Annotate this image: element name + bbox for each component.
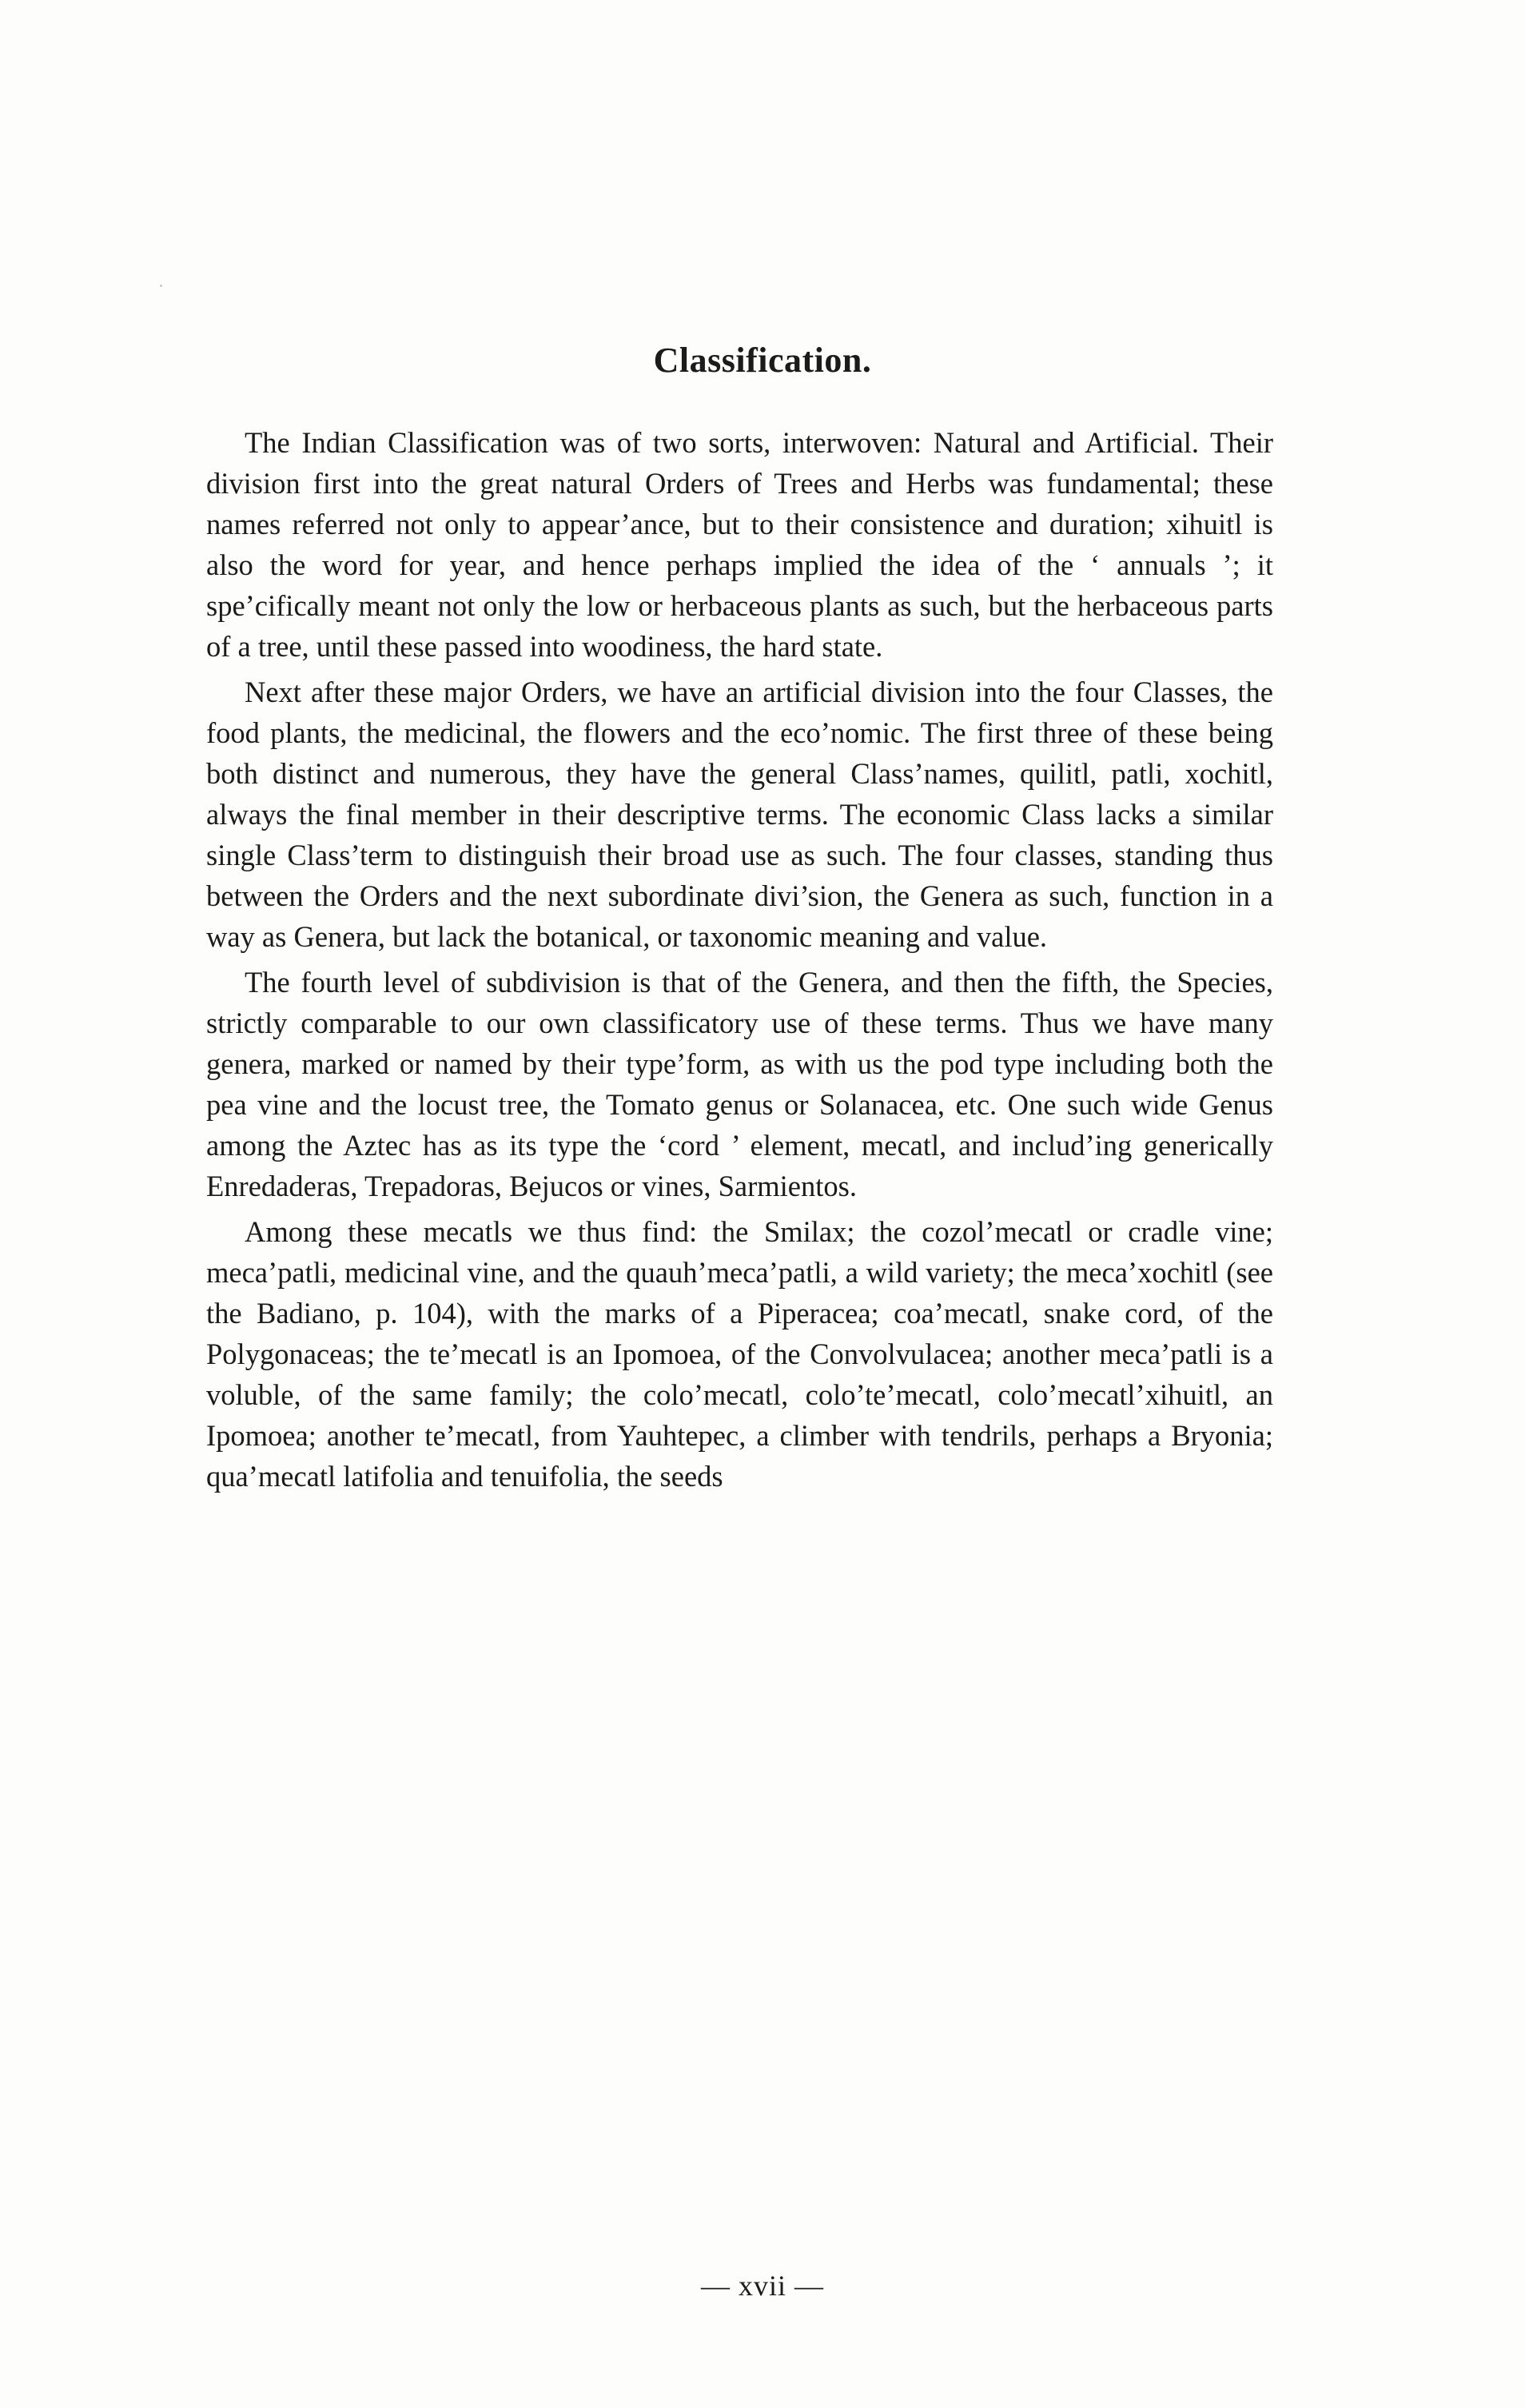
scan-speck — [160, 285, 162, 287]
page-title: Classification. — [653, 341, 872, 380]
paragraph-four-classes: Next after these major Orders, we have an artificial division into the four Classes, the food plants, the medicinal, the flowers and the eco’nomic. The first three of these being both distinct and numerous, they have the general Class’names, quilitl, patli, xochitl, always the final member in their descriptive terms. The economic Class lacks a similar single Class’term to distinguish their broad use as such. The four classes, standing thus between the Orders and the next subordinate divi’sion, the Genera as such, function in a way as Genera, but lack the botanical, or taxonomic meaning and value. — [206, 676, 1273, 953]
page-number: — xvii — — [700, 2270, 824, 2302]
paragraph-natural-artificial: The Indian Classification was of two sorts, interwoven: Natural and Artificial. Their division first into the great natural Orders of Trees and Herbs was fundamental; these names referred not only to appear’ance, but to their consistence and duration; xihuitl is also the word for year, and hence perhaps implied the idea of the ‘ annuals ’; it spe’cifically meant not only the low or herbaceous plants as such, but the herbaceous parts of a tree, until these passed into woodiness, the hard state. — [206, 426, 1273, 663]
paragraph-mecatls: Among these mecatls we thus find: the Smilax; the cozol’mecatl or cradle vine; meca’patli, medicinal vine, and the quauh’meca’patli, a wild variety; the meca’xochitl (see the Badiano, p. 104), with the marks of a Piperacea; coa’mecatl, snake cord, of the Polygonaceas; the te’mecatl is an Ipomoea, of the Convolvulacea; another meca’patli is a voluble, of the same family; the colo’mecatl, colo’te’mecatl, colo’mecatl’xihuitl, an Ipomoea; another te’mecatl, from Yauhtepec, a climber with tendrils, perhaps a Bryonia; qua’mecatl latifolia and tenuifolia, the seeds — [206, 1215, 1273, 1493]
paragraph-genera-species: The fourth level of subdivision is that of the Genera, and then the fifth, the Species, strictly comparable to our own classificatory use of these terms. Thus we have many genera, marked or named by their type’form, as with us the pod type including both the pea vine and the locust tree, the Tomato genus or Solanacea, etc. One such wide Genus among the Aztec has as its type the ‘cord ’ element, mecatl, and includ’ing generically Enredaderas, Trepadoras, Bejucos or vines, Sarmientos. — [206, 966, 1273, 1202]
body-text — [206, 422, 1273, 1501]
